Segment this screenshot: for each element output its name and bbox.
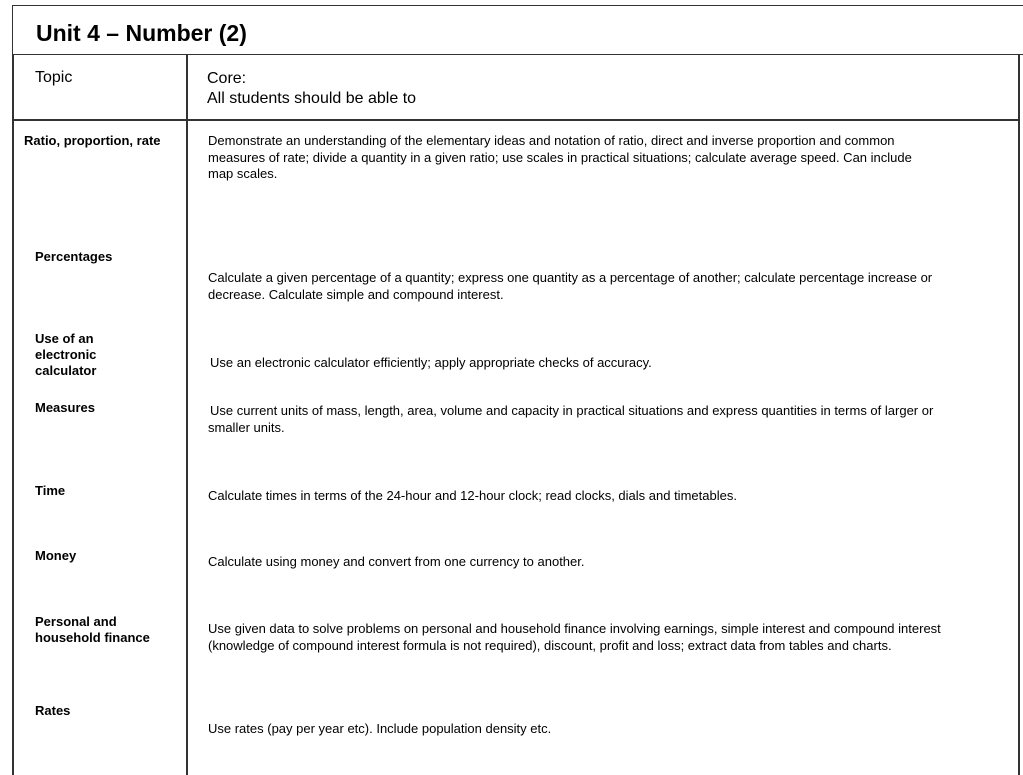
column-divider bbox=[186, 55, 188, 775]
core-column-header bbox=[207, 69, 416, 109]
description-personal-finance: Use given data to solve problems on personal and household finance involving earnings, simple interest and compound interest (knowledge of compound interest formula is not required), discount, profit and loss; extract data from tables and charts. bbox=[208, 621, 941, 653]
table-right-border bbox=[1018, 55, 1020, 775]
topic-personal-finance: Personal and household finance bbox=[35, 614, 150, 645]
description-calculator: Use an electronic calculator efficiently; apply appropriate checks of accuracy. bbox=[210, 355, 652, 370]
topic-ratio: Ratio, proportion, rate bbox=[24, 133, 161, 148]
description-money: Calculate using money and convert from one currency to another. bbox=[208, 554, 585, 569]
description-ratio: Demonstrate an understanding of the elementary ideas and notation of ratio, direct and inverse proportion and common measures of rate; divide a quantity in a given ratio; use scales in practical situations; calculate average speed. Can include map scales. bbox=[208, 133, 912, 181]
topic-money: Money bbox=[35, 548, 77, 563]
topic-measures: Measures bbox=[35, 400, 95, 415]
unit-title: Unit 4 – Number (2) bbox=[36, 20, 247, 46]
topic-column-header: Topic bbox=[35, 69, 73, 86]
topic-calculator: Use of an electronic calculator bbox=[35, 331, 97, 378]
topic-time: Time bbox=[35, 483, 66, 498]
description-measures: Use current units of mass, length, area, volume and capacity in practical situations and express quantities in terms of larger or smaller units. bbox=[208, 403, 934, 435]
table-left-border bbox=[12, 55, 14, 775]
description-time: Calculate times in terms of the 24-hour and 12-hour clock; read clocks, dials and timetables. bbox=[208, 488, 737, 503]
title-row bbox=[12, 5, 1023, 55]
description-percentages: Calculate a given percentage of a quantity; express one quantity as a percentage of another; calculate percentage increase or decrease. Calculate simple and compound interest. bbox=[208, 270, 933, 302]
topic-percentages: Percentages bbox=[35, 249, 113, 264]
description-rates: Use rates (pay per year etc). Include population density etc. bbox=[208, 721, 552, 736]
core-sublabel: All students should be able to bbox=[207, 90, 417, 107]
topic-rates: Rates bbox=[35, 703, 71, 718]
core-label: Core: bbox=[207, 70, 247, 87]
header-divider bbox=[12, 119, 1020, 121]
